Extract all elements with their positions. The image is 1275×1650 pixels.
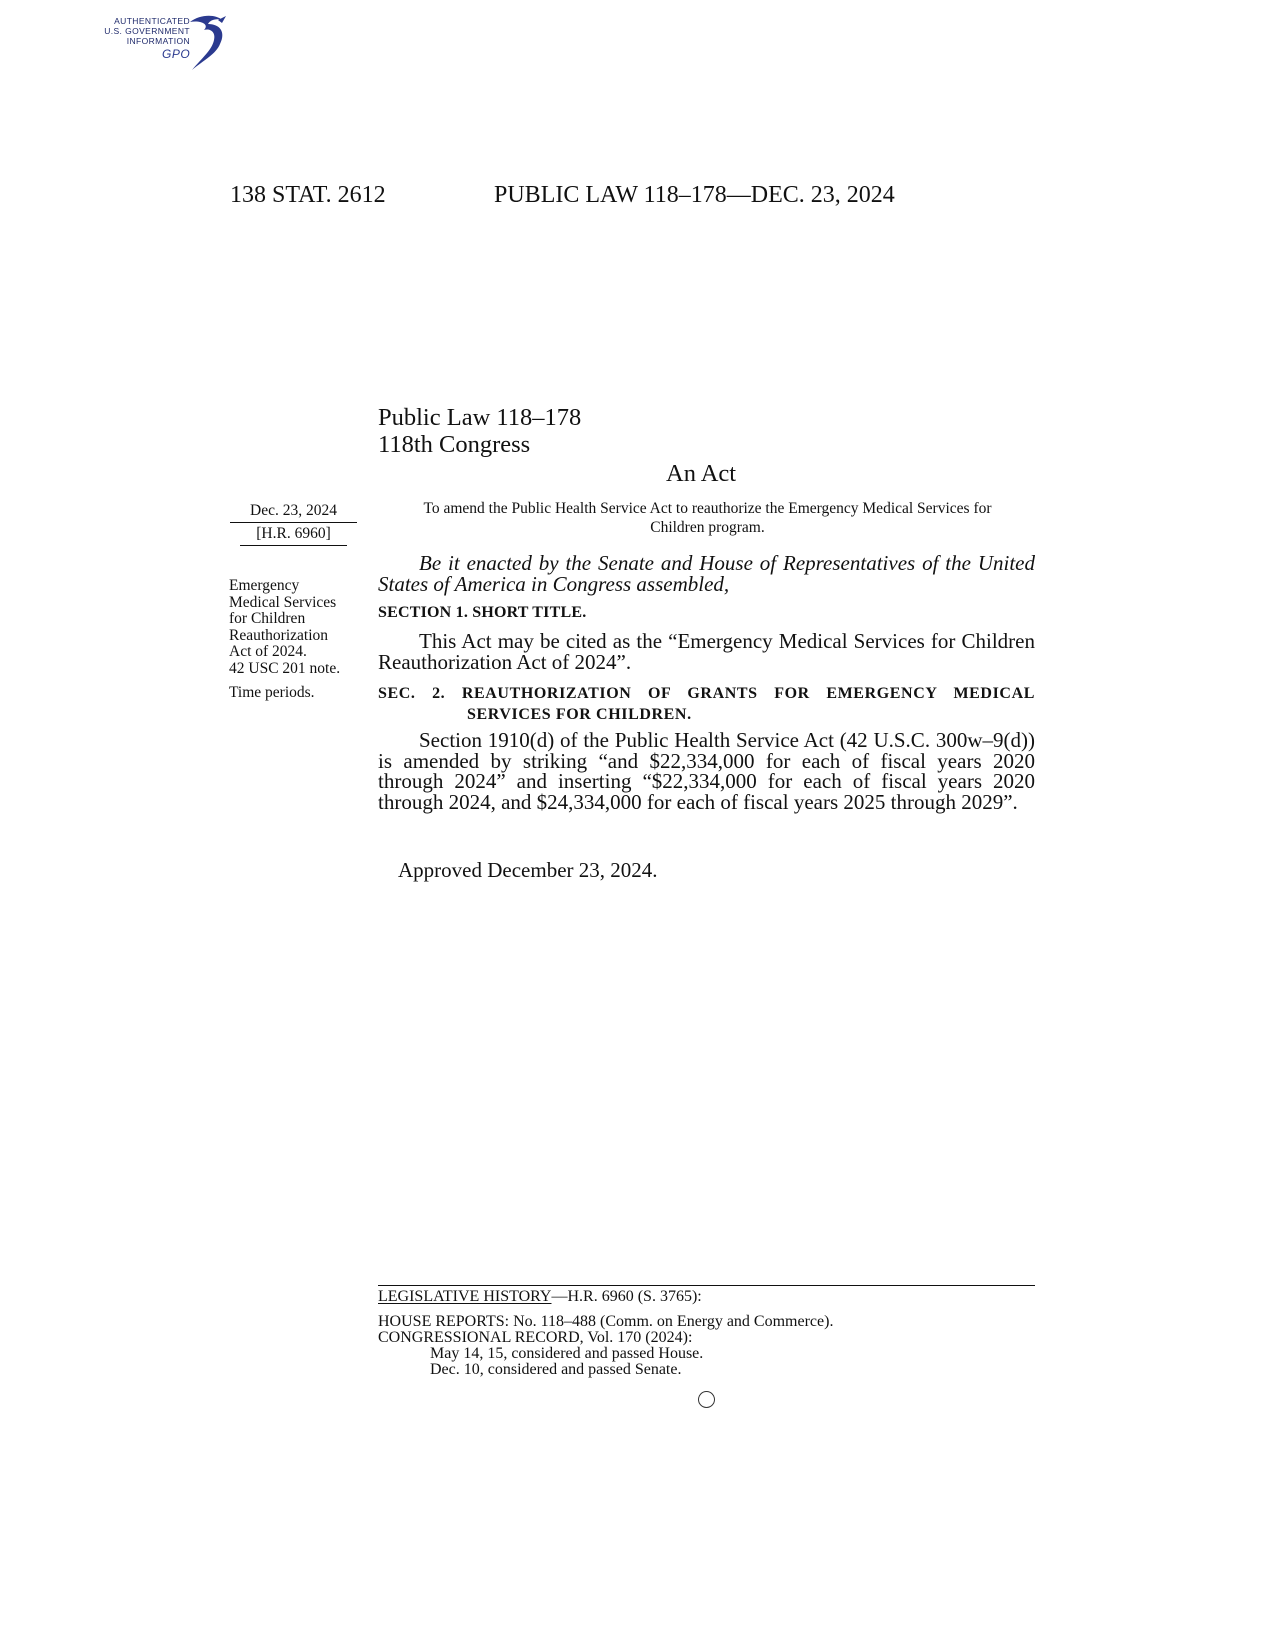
section-1-heading: SECTION 1. SHORT TITLE. [378,604,587,621]
margin-divider [230,522,357,523]
logo-line-3: INFORMATION [126,36,190,46]
section-2-heading-line-2: SERVICES FOR CHILDREN. [467,706,692,723]
enacting-clause-text: Be it enacted by the Senate and House of Representatives of the United States of America in Congress assembled, [378,551,1035,596]
legislative-action: May 14, 15, considered and passed House. [430,1345,704,1362]
section-2-text: Section 1910(d) of the Public Health Service Act (42 U.S.C. 300w–9(d)) is amended by striking “and $22,334,000 for each of fiscal years 2020 through 2024” and inserting “$22,334,000 for each of fiscal years 2020 through 2024, and $24,334,000 for each of fiscal years 2025 through 2029”. [378,728,1035,814]
sidenote-line: 42 USC 201 note. [229,659,341,677]
eagle-icon [180,12,230,76]
congressional-record: CONGRESSIONAL RECORD, Vol. 170 (2024): [378,1329,693,1346]
sidenote-line: for Children [229,610,306,627]
stat-page-number: 138 STAT. 2612 [230,182,386,208]
congress-label: 118th Congress [378,431,531,458]
public-law-title: Public Law 118–178 [378,404,582,431]
sidenote-line: Emergency [229,577,300,594]
approval-date: Approved December 23, 2024. [398,858,658,882]
act-purpose: To amend the Public Health Service Act to reauthorize the Emergency Medical Services for Children program. [423,500,992,536]
sidenote-line: Medical Services [229,593,337,611]
margin-date: Dec. 23, 2024 [250,502,337,519]
sidenote-short-title [229,578,369,677]
section-1-body [378,631,1035,672]
page-end-circle-icon [698,1391,715,1408]
legislative-action: Dec. 10, considered and passed Senate. [430,1361,682,1378]
section-2-heading-line-1: SEC. 2. REAUTHORIZATION OF GRANTS FOR EMERGENCY MEDICAL [378,685,1035,702]
margin-divider-bottom [240,545,347,546]
margin-bill-number: [H.R. 6960] [256,525,331,542]
logo-line-2: U.S. GOVERNMENT [104,26,190,36]
section-2-body [378,730,1035,812]
house-reports: HOUSE REPORTS: No. 118–488 (Comm. on Energy and Commerce). [378,1313,834,1330]
section-2-heading [378,683,1035,725]
legislative-history-label: LEGISLATIVE HISTORY [378,1288,552,1305]
sidenote-time-periods: Time periods. [229,684,315,701]
section-1-text: This Act may be cited as the “Emergency Medical Services for Children Reauthorization Act of 2024”. [378,629,1035,674]
gpo-authentication-logo [92,10,232,76]
legislative-history-heading [378,1289,702,1306]
footer-divider [378,1285,1035,1286]
sidenote-line: Act of 2024. [229,643,307,660]
an-act-heading: An Act [666,460,737,487]
logo-gpo-word: GPO [162,47,191,61]
sidenote-line: Reauthorization [229,626,328,644]
logo-line-1: AUTHENTICATED [114,16,190,26]
legislative-history-bill: —H.R. 6960 (S. 3765): [551,1288,702,1305]
enacting-clause [378,553,1035,594]
running-header: PUBLIC LAW 118–178—DEC. 23, 2024 [494,182,895,208]
